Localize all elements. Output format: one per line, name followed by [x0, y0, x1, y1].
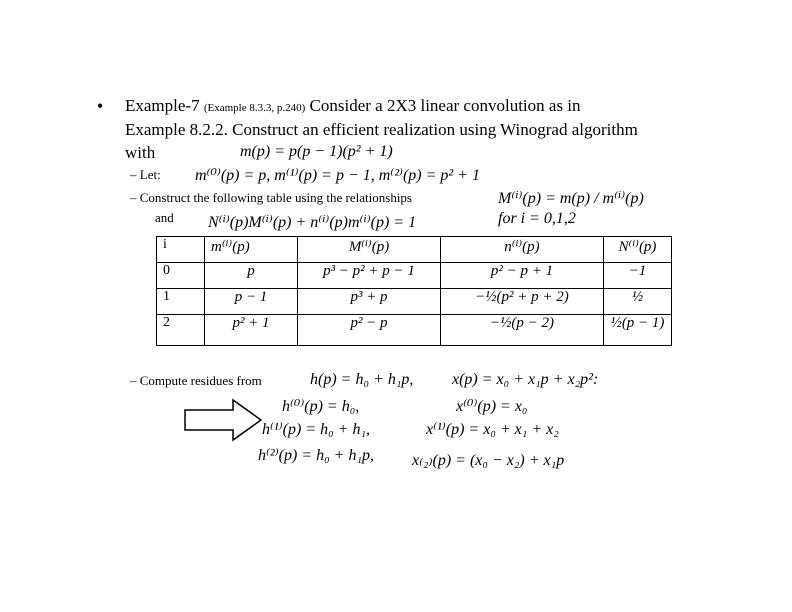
moduli-definition: m⁽⁰⁾(p) = p, m⁽¹⁾(p) = p − 1, m⁽²⁾(p) = p² + 1 [195, 167, 480, 184]
h0-residue: h⁽⁰⁾(p) = h₀, [282, 398, 360, 415]
cell-big-n: ½(p − 1) [610, 315, 665, 331]
table-row [157, 289, 672, 315]
header-big-n-i: N⁽ⁱ⁾(p) [618, 239, 657, 255]
let-label: – Let: [130, 167, 161, 182]
bezout-relation: N⁽ⁱ⁾(p)M⁽ⁱ⁾(p) + n⁽ⁱ⁾(p)m⁽ⁱ⁾(p) = 1 [208, 214, 417, 231]
x1-residue: x⁽¹⁾(p) = x₀ + x₁ + x₂ [426, 421, 559, 438]
example-reference: (Example 8.3.3, p.240) [203, 102, 306, 114]
header-big-m-i: M⁽ⁱ⁾(p) [348, 239, 390, 255]
right-arrow-icon [183, 398, 263, 442]
table-row [157, 315, 672, 346]
cell-n: −½(p − 2) [490, 315, 554, 331]
construct-table-text: – Construct the following table using the relationships [130, 190, 412, 205]
cell-n: −½(p² + p + 2) [475, 289, 569, 305]
table-row [157, 263, 672, 289]
cell-big-m: p³ + p [350, 289, 388, 305]
h2-residue: h⁽²⁾(p) = h₀ + h₁p, [258, 447, 375, 464]
header-i: i [163, 237, 167, 252]
cell-m: p − 1 [234, 289, 268, 305]
cell-m: p [247, 263, 255, 279]
index-range: for i = 0,1,2 [498, 210, 576, 227]
cell-big-m: p³ − p² + p − 1 [323, 263, 415, 279]
header-m-i: m⁽ⁱ⁾(p) [211, 239, 250, 255]
bullet-marker: • [97, 96, 104, 116]
body-line-2: Example 8.2.2. Construct an efficient realization using Winograd algorithm [125, 120, 638, 139]
cell-big-n: −1 [628, 263, 647, 279]
compute-residues-text: – Compute residues from [130, 373, 262, 388]
cell-big-n: ½ [631, 289, 644, 305]
x-polynomial: x(p) = x₀ + x₁p + x₂p²: [452, 371, 599, 388]
title-text: Consider a 2X3 linear convolution as in [309, 96, 581, 115]
cell-m: p² + 1 [232, 315, 270, 331]
cell-big-m: p² − p [350, 315, 388, 331]
h1-residue: h⁽¹⁾(p) = h₀ + h₁, [262, 421, 371, 438]
x2-residue: x₍₂₎(p) = (x₀ − x₂) + x₁p [412, 452, 565, 469]
cell-i: 2 [163, 315, 170, 330]
cell-i: 0 [163, 263, 170, 278]
table-header-row [157, 237, 672, 263]
example-label: Example-7 [125, 96, 200, 115]
x0-residue: x⁽⁰⁾(p) = x₀ [456, 398, 528, 415]
modulus-equation: m(p) = p(p − 1)(p² + 1) [240, 143, 393, 160]
and-label: and [155, 210, 174, 225]
title-line [125, 96, 581, 116]
cell-n: p² − p + 1 [490, 263, 554, 279]
with-label: with [125, 143, 156, 162]
cell-i: 1 [163, 289, 170, 304]
winograd-table [156, 236, 672, 346]
h-polynomial: h(p) = h₀ + h₁p, [310, 371, 414, 388]
body-line-3 [125, 143, 155, 163]
big-m-relation: M⁽ⁱ⁾(p) = m(p) / m⁽ⁱ⁾(p) [498, 190, 644, 207]
header-n-i: n⁽ⁱ⁾(p) [504, 239, 540, 255]
